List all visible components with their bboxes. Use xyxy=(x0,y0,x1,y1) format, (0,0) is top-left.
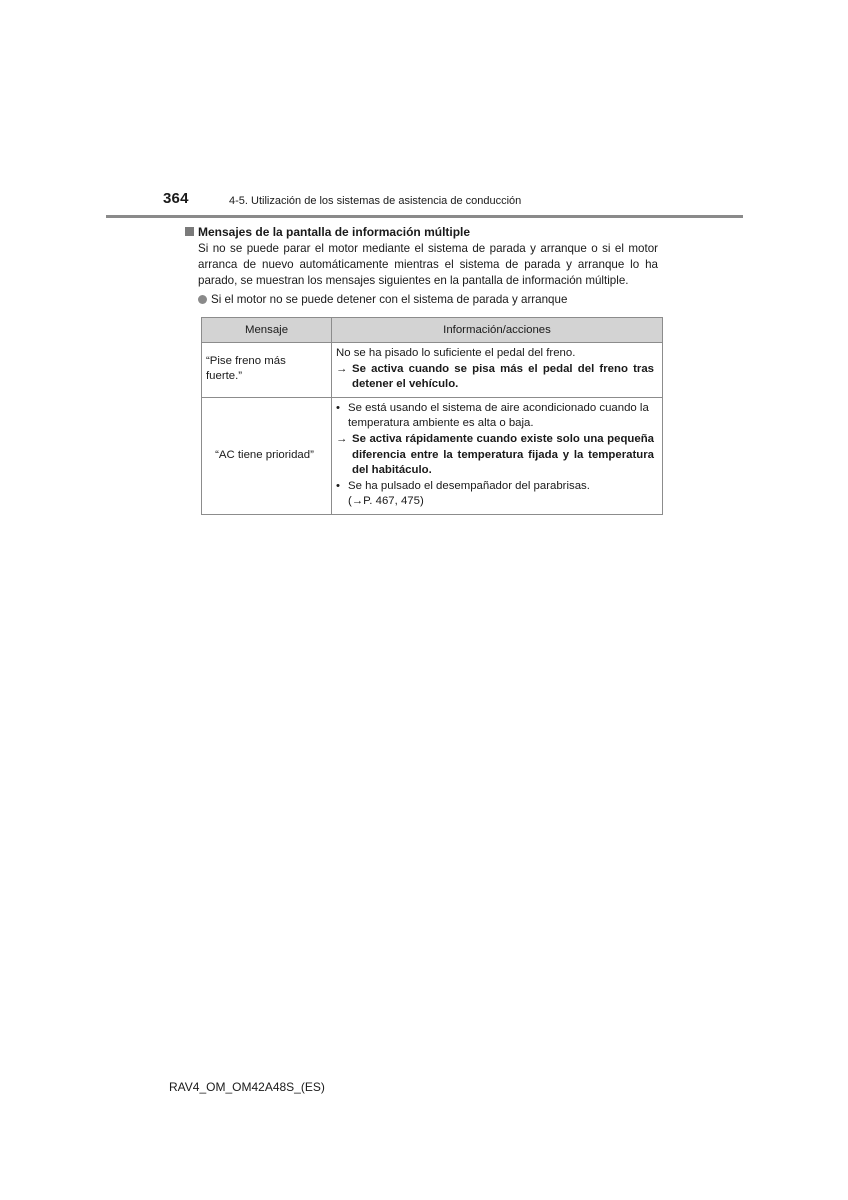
info-cell xyxy=(332,343,663,398)
list-item-text: Se está usando el sistema de aire acondicionado cuando la temperatura ambiente es alta o baja. xyxy=(348,401,649,430)
bullet-icon: • xyxy=(336,401,340,414)
header-rule xyxy=(106,215,743,218)
table-header-row xyxy=(202,318,663,343)
arrow-icon: → xyxy=(336,432,348,445)
info-cell xyxy=(332,397,663,514)
intro-paragraph: Si no se puede parar el motor mediante el sistema de parada y arranque o si el motor arranca de nuevo automáticamente mientras el sistema de parada y arranque lo ha parado, se muestran los mensajes siguientes en la pantalla de información múltiple. xyxy=(198,242,658,287)
action-text: Se activa rápidamente cuando existe solo una pequeña diferencia entre la temperatura fijada y la temperatura del habitáculo. xyxy=(352,432,654,477)
list-item-line: Se ha pulsado el desempañador del parabrisas. xyxy=(348,479,590,492)
arrow-icon: → xyxy=(336,362,348,375)
list-item xyxy=(336,401,654,432)
list-item xyxy=(336,479,654,510)
page-reference: (→P. 467, 475) xyxy=(348,495,424,508)
footer-code: RAV4_OM_OM42A48S_(ES) xyxy=(169,1080,325,1094)
circle-bullet-icon xyxy=(198,295,207,304)
heading-text: Mensajes de la pantalla de información múltiple xyxy=(198,225,471,239)
info-text: No se ha pisado lo suficiente el pedal del freno. xyxy=(336,347,576,359)
column-header-message: Mensaje xyxy=(202,318,332,343)
message-cell: “Pise freno más fuerte.” xyxy=(202,343,332,398)
bullet-text: Si el motor no se puede detener con el sistema de parada y arranque xyxy=(211,293,568,306)
table-row xyxy=(202,343,663,398)
action-item xyxy=(336,432,654,479)
action-text: Se activa cuando se pisa más el pedal del freno tras detener el vehículo. xyxy=(352,362,654,391)
messages-table xyxy=(201,317,663,515)
page-number: 364 xyxy=(163,190,189,207)
heading xyxy=(185,225,470,239)
section-title: 4-5. Utilización de los sistemas de asistencia de conducción xyxy=(229,195,522,207)
table-row xyxy=(202,397,663,514)
list-item-text xyxy=(348,479,654,510)
bullet-line xyxy=(198,293,567,306)
action-item xyxy=(336,362,654,393)
message-cell: “AC tiene prioridad” xyxy=(202,397,332,514)
column-header-info: Información/acciones xyxy=(332,318,663,343)
square-bullet-icon xyxy=(185,227,194,236)
bullet-icon: • xyxy=(336,479,340,492)
